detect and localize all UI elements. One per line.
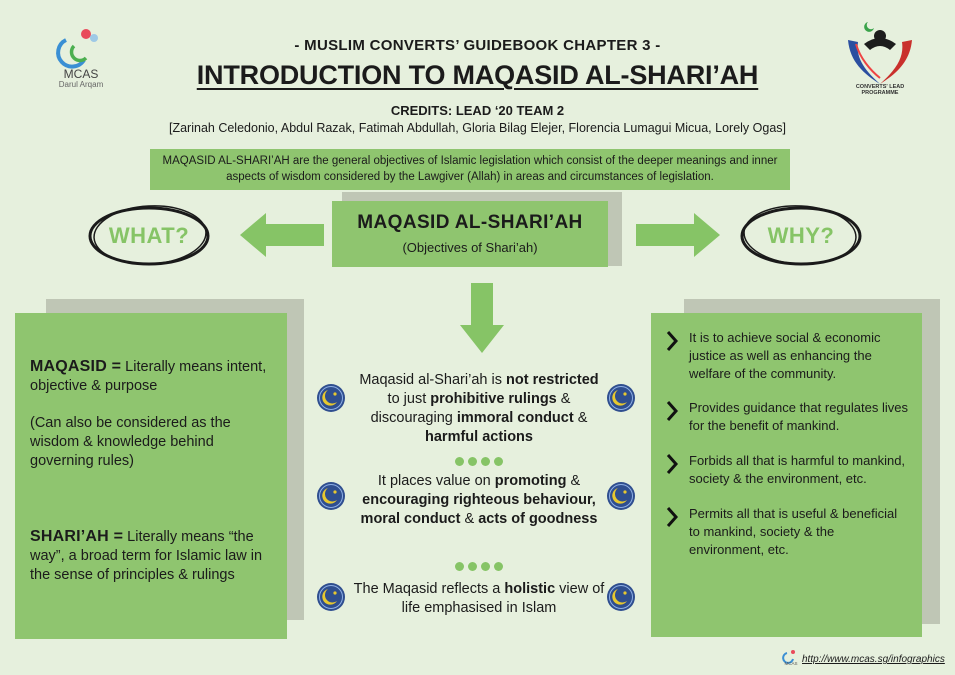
reason-item [665, 505, 908, 559]
arrow-down-icon [460, 283, 504, 353]
middle-point-3 [352, 580, 606, 618]
crescent-moon-badge-icon [606, 582, 636, 612]
text-run-bold: immoral conduct [456, 410, 574, 426]
mcas-footer-logo-text: MCAS [784, 661, 798, 666]
text-run-bold: behaviour, moral conduct [360, 492, 596, 527]
why-box [651, 313, 922, 637]
dot-separator [455, 562, 503, 574]
mcas-logo-subtext: Darul Arqam [58, 80, 104, 89]
maqasid-definition [30, 357, 275, 396]
text-run: & [573, 410, 588, 426]
text-run-bold: acts of goodness [478, 511, 598, 527]
reason-item [665, 399, 908, 435]
why-label: WHY? [767, 223, 835, 248]
text-run-bold: holistic [504, 581, 556, 597]
reason-item [665, 329, 908, 383]
dot-separator [455, 457, 503, 469]
text-run: & [460, 511, 479, 527]
arrow-right-icon [636, 213, 720, 257]
infographics-link[interactable]: http://www.mcas.sg/infographics [802, 654, 945, 665]
reason-text: It is to achieve social & economic justice as well as enhancing the welfare of the community. [689, 330, 881, 381]
text-run: & [566, 473, 581, 489]
arrow-left-icon [240, 213, 324, 257]
center-subtitle: (Objectives of Shari’ah) [402, 240, 538, 255]
shariah-meaning: Literally means “the way”, a broad term for Islamic law in the sense of principles & rulings [30, 529, 263, 583]
text-run: & discouraging [370, 391, 571, 426]
definition-banner: MAQASID AL-SHARI’AH are the general objectives of Islamic legislation which consist of the deeper meanings and inner aspects of wisdom considered by the Lawgiver (Allah) in areas and circumstances of legislation. [150, 149, 790, 190]
mcas-logo-text: MCAS [63, 67, 99, 81]
mcas-footer-logo-icon [782, 648, 802, 670]
text-run-bold: harmful actions [425, 429, 533, 445]
text-run-bold: not restricted [506, 372, 599, 388]
crescent-moon-badge-icon [606, 481, 636, 511]
text-run-bold: prohibitive rulings [430, 391, 557, 407]
reason-text: Forbids all that is harmful to mankind, society & the environment, etc. [689, 453, 906, 486]
what-label: WHAT? [108, 223, 190, 248]
maqasid-note: (Can also be considered as the wisdom & knowledge behind governing rules) [30, 415, 231, 469]
what-box [15, 313, 287, 639]
chevron-right-icon [665, 330, 679, 352]
credits-heading: CREDITS: LEAD ‘20 TEAM 2 [390, 103, 565, 118]
chevron-right-icon [665, 400, 679, 422]
crescent-moon-badge-icon [316, 582, 346, 612]
crescent-moon-badge-icon [316, 481, 346, 511]
main-title: INTRODUCTION TO MAQASID AL-SHARI’AH [196, 60, 759, 90]
text-run: It places value on [377, 473, 495, 489]
center-title-box [332, 201, 608, 267]
chevron-right-icon [665, 506, 679, 528]
credit-names: [Zarinah Celedonio, Abdul Razak, Fatimah Abdullah, Gloria Bilag Elejer, Florencia Lumagui Micua, Lorely Ogas] [169, 121, 786, 135]
text-run: Maqasid al-Shari’ah is [359, 372, 506, 388]
shariah-definition [30, 527, 275, 585]
text-run: view of life emphasised in Islam [401, 581, 605, 616]
text-run: The Maqasid reflects a [353, 581, 505, 597]
reason-text: Provides guidance that regulates lives for the benefit of mankind. [689, 400, 908, 433]
chapter-heading: - MUSLIM CONVERTS’ GUIDEBOOK CHAPTER 3 - [294, 37, 661, 54]
middle-point-1 [352, 371, 606, 447]
maqasid-term: MAQASID = [30, 358, 122, 375]
maqasid-meaning: Literally means intent, objective & purpose [30, 359, 267, 394]
main-title-wrap [0, 60, 955, 91]
text-run-bold: promoting [494, 473, 567, 489]
middle-point-2 [352, 472, 606, 529]
center-title: MAQASID AL-SHARI’AH [357, 212, 583, 233]
chevron-right-icon [665, 453, 679, 475]
text-run: to just [387, 391, 431, 407]
crescent-moon-badge-icon [316, 383, 346, 413]
converts-lead-logo-text: CONVERTS' LEAD PROGRAMME [855, 84, 905, 96]
reason-item [665, 452, 908, 488]
shariah-term: SHARI’AH = [30, 528, 124, 545]
reason-text: Permits all that is useful & beneficial to mankind, society & the environment, etc. [689, 506, 898, 557]
text-run-bold: encouraging righteous [362, 492, 520, 508]
crescent-moon-badge-icon [606, 383, 636, 413]
